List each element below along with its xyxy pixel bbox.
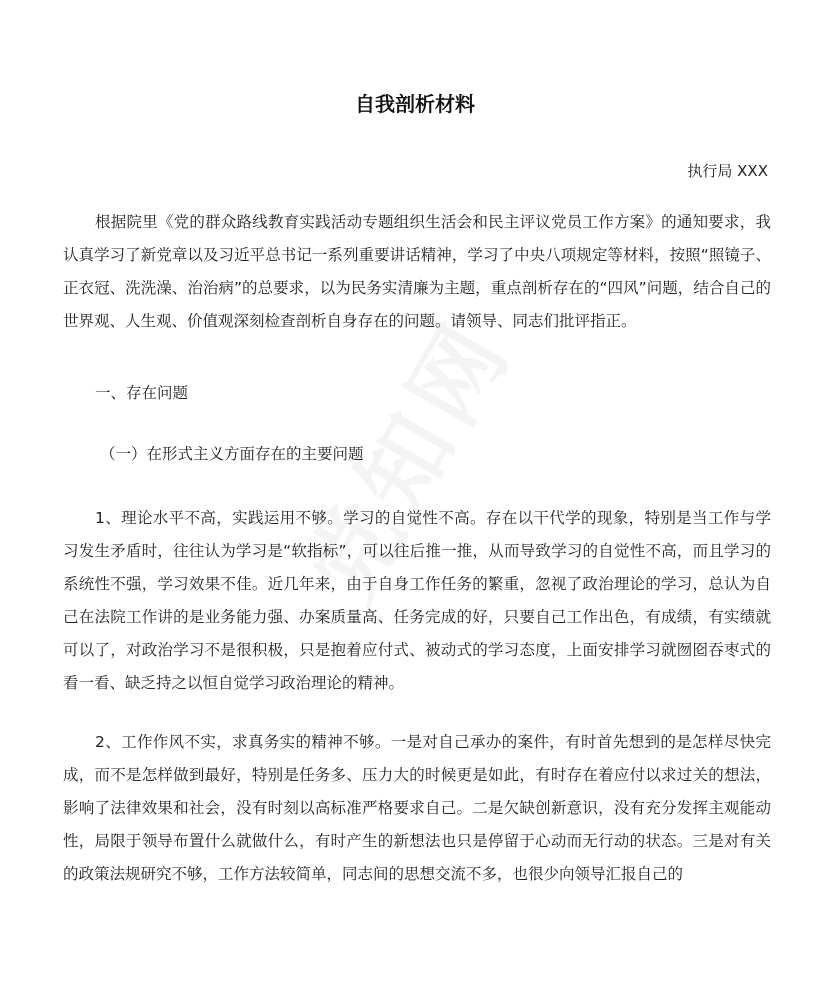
document-author: 执行局 XXX bbox=[687, 162, 768, 180]
subsection-heading: （一）在形式主义方面存在的主要问题 bbox=[100, 445, 364, 463]
intro-paragraph: 根据院里《党的群众路线教育实践活动专题组织生活会和民主评议党员工作方案》的通知要求，我认真学习了新党章以及习近平总书记一系列重要讲话精神，学习了中央八项规定等材料，按照“照镜子、正衣冠、洗洗澡、治治病”的总要求，以为民务实清廉为主题，重点剖析存在的“四风”问题，结合自己的世界观、人生观、价值观深刻检查剖析自身存在的问题。请领导、同志们批评指正。 bbox=[63, 213, 771, 330]
section-heading: 一、存在问题 bbox=[95, 384, 189, 402]
item2-paragraph: 2、工作作风不实，求真务实的精神不够。一是对自己承办的案件，有时首先想到的是怎样尽快完成，而不是怎样做到最好，特别是任务多、压力大的时候更是如此，有时存在着应付以求过关的想法，影响了法律效果和社会，没有时刻以高标准严格要求自己。二是欠缺创新意识，没有充分发挥主观能动性，局限于领导布置什么就做什么，有时产生的新想法也只是停留于心动而无行动的状态。三是对有关的政策法规研究不够，工作方法较简单，同志间的思想交流不多，也很少向领导汇报自己的 bbox=[63, 733, 771, 883]
document-title: 自我剖析材料 bbox=[355, 92, 475, 116]
item1-paragraph: 1、理论水平不高，实践运用不够。学习的自觉性不高。存在以干代学的现象，特别是当工作与学习发生矛盾时，往往认为学习是“软指标”，可以往后推一推，从而导致学习的自觉性不高，而且学习的系统性不强，学习效果不佳。近几年来，由于自身工作任务的繁重，忽视了政治理论的学习，总认为自己在法院工作讲的是业务能力强、办案质量高、任务完成的好，只要自己工作出色，有成绩，有实绩就可以了，对政治学习不是很积极，只是抱着应付式、被动式的学习态度，上面安排学习就囫囵吞枣式的看一看、缺乏持之以恒自觉学习政治理论的精神。 bbox=[63, 509, 771, 692]
